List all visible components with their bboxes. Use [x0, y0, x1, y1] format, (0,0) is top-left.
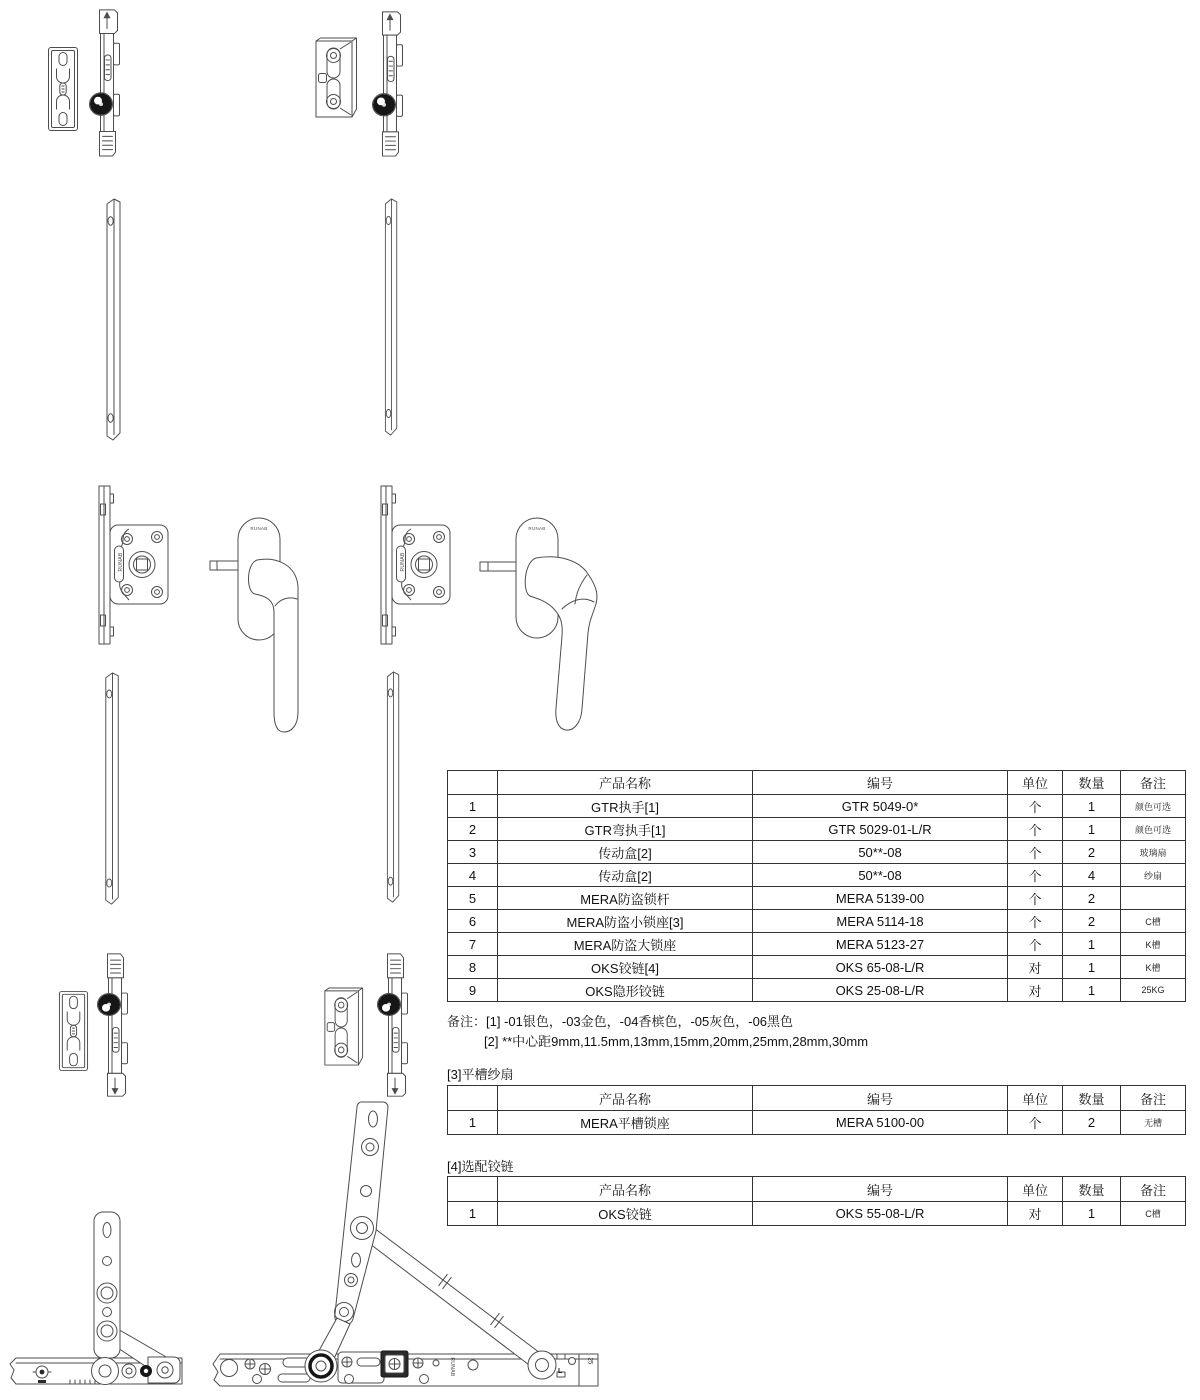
- cell-remark: K槽: [1121, 933, 1186, 956]
- cell-unit: 对: [1008, 956, 1063, 979]
- col-code: 编号: [753, 771, 1008, 795]
- cell-qty: 1: [1063, 818, 1121, 841]
- drawing-espag-lock-top-left: [76, 6, 126, 158]
- hinge-size-mark: 25: [586, 1357, 593, 1365]
- table-header-row: [448, 771, 1186, 795]
- footnote-line-2: [2] **中心距9mm,11.5mm,13mm,15mm,20mm,25mm,28mm,30mm: [484, 1034, 869, 1049]
- table-row: [448, 795, 1186, 818]
- drawing-friction-hinge-small: [8, 1210, 188, 1395]
- table-row: [448, 841, 1186, 864]
- col-remark: 备注: [1121, 1177, 1186, 1202]
- cell-remark: K槽: [1121, 956, 1186, 979]
- cell-remark: 25KG: [1121, 979, 1186, 1002]
- brand-mark-handle-straight: RUNAB: [250, 526, 268, 531]
- cell-unit: 个: [1008, 864, 1063, 887]
- drawing-lock-bar-mid-left: [101, 671, 124, 907]
- table-header-row: [448, 1177, 1186, 1202]
- table-row: [448, 1202, 1186, 1226]
- brand-mark-gearbox-right: RUNAB: [400, 552, 406, 572]
- hinge-side-mark: L: [558, 1368, 563, 1375]
- cell-unit: 个: [1008, 933, 1063, 956]
- col-unit: 单位: [1008, 1086, 1063, 1111]
- drawing-espag-lock-bottom-left: [84, 952, 134, 1100]
- table-row: [448, 818, 1186, 841]
- cell-name: OKS铰链[4]: [498, 956, 753, 979]
- cell-remark: C槽: [1121, 910, 1186, 933]
- cell-unit: 个: [1008, 795, 1063, 818]
- cell-name: 传动盒[2]: [498, 864, 753, 887]
- cell-qty: 1: [1063, 979, 1121, 1002]
- drawing-gearbox-left: [96, 484, 174, 646]
- cell-name: OKS隐形铰链: [498, 979, 753, 1002]
- footnote-line-1: 备注：[1] -01银色，-03金色，-04香槟色，-05灰色，-06黑色: [447, 1014, 794, 1029]
- col-qty: 数量: [1063, 771, 1121, 795]
- cell-code: MERA 5100-00: [753, 1111, 1008, 1135]
- cell-no: 5: [448, 887, 498, 910]
- col-qty: 数量: [1063, 1177, 1121, 1202]
- cell-no: 4: [448, 864, 498, 887]
- cell-no: 6: [448, 910, 498, 933]
- drawing-lock-bar-top-right: [381, 197, 402, 438]
- col-remark: 备注: [1121, 771, 1186, 795]
- drawing-small-lock-keeper-top: [47, 46, 79, 132]
- col-code: 编号: [753, 1086, 1008, 1111]
- cell-code: OKS 65-08-L/R: [753, 956, 1008, 979]
- cell-unit: 个: [1008, 1111, 1063, 1135]
- cell-unit: 个: [1008, 841, 1063, 864]
- col-code: 编号: [753, 1177, 1008, 1202]
- cell-unit: 对: [1008, 979, 1063, 1002]
- cell-name: MERA防盗锁杆: [498, 887, 753, 910]
- col-no: [448, 771, 498, 795]
- drawing-handle-bent: [478, 512, 604, 740]
- cell-remark: 颜色可选: [1121, 818, 1186, 841]
- section-hinge-label: [4]选配铰链: [447, 1159, 514, 1174]
- cell-name: MERA平槽锁座: [498, 1111, 753, 1135]
- cell-no: 7: [448, 933, 498, 956]
- cell-no: 1: [448, 795, 498, 818]
- drawing-espag-lock-top-right: [359, 8, 409, 158]
- cell-qty: 2: [1063, 887, 1121, 910]
- drawing-handle-straight: [208, 512, 308, 744]
- col-product-name: 产品名称: [498, 771, 753, 795]
- cell-code: OKS 25-08-L/R: [753, 979, 1008, 1002]
- cell-code: 50**-08: [753, 864, 1008, 887]
- cell-name: 传动盒[2]: [498, 841, 753, 864]
- table-row: [448, 956, 1186, 979]
- table-row: [448, 864, 1186, 887]
- cell-name: GTR弯执手[1]: [498, 818, 753, 841]
- table-row: [448, 1111, 1186, 1135]
- cell-unit: 个: [1008, 818, 1063, 841]
- cell-no: 3: [448, 841, 498, 864]
- cell-qty: 2: [1063, 841, 1121, 864]
- cell-remark: [1121, 887, 1186, 910]
- cell-unit: 对: [1008, 1202, 1063, 1226]
- cell-remark: C槽: [1121, 1202, 1186, 1226]
- drawing-large-lock-keeper-bottom: [323, 986, 364, 1068]
- cell-unit: 个: [1008, 910, 1063, 933]
- cell-name: OKS铰链: [498, 1202, 753, 1226]
- cell-qty: 2: [1063, 910, 1121, 933]
- cell-code: MERA 5114-18: [753, 910, 1008, 933]
- drawing-gearbox-right: [378, 484, 456, 646]
- cell-unit: 个: [1008, 887, 1063, 910]
- cell-name: GTR执手[1]: [498, 795, 753, 818]
- footnotes: [447, 1012, 868, 1052]
- cell-no: 8: [448, 956, 498, 979]
- col-product-name: 产品名称: [498, 1177, 753, 1202]
- cell-qty: 1: [1063, 956, 1121, 979]
- table-row: [448, 887, 1186, 910]
- col-qty: 数量: [1063, 1086, 1121, 1111]
- table-row: [448, 933, 1186, 956]
- cell-remark: 无槽: [1121, 1111, 1186, 1135]
- cell-code: GTR 5049-0*: [753, 795, 1008, 818]
- cell-no: 1: [448, 1202, 498, 1226]
- brand-mark-handle-bent: RUNAB: [528, 526, 546, 531]
- cell-no: 9: [448, 979, 498, 1002]
- cell-code: MERA 5139-00: [753, 887, 1008, 910]
- brand-mark-gearbox-left: RUNAB: [118, 552, 124, 572]
- drawing-friction-hinge-large: [210, 1100, 602, 1392]
- cell-qty: 1: [1063, 1202, 1121, 1226]
- cell-qty: 1: [1063, 933, 1121, 956]
- parts-table-main: [447, 770, 1186, 1002]
- drawing-espag-lock-bottom-right: [364, 952, 414, 1100]
- col-unit: 单位: [1008, 1177, 1063, 1202]
- cell-code: OKS 55-08-L/R: [753, 1202, 1008, 1226]
- cell-remark: 颜色可选: [1121, 795, 1186, 818]
- cell-name: MERA防盗大锁座: [498, 933, 753, 956]
- col-unit: 单位: [1008, 771, 1063, 795]
- parts-table-hinge: [447, 1176, 1186, 1226]
- drawing-lock-bar-mid-right: [383, 670, 404, 905]
- drawing-large-lock-keeper-top: [314, 36, 358, 120]
- table-row: [448, 910, 1186, 933]
- col-no: [448, 1086, 498, 1111]
- brand-mark-hinge-track: RUNAB: [449, 1357, 455, 1377]
- table-row: [448, 979, 1186, 1002]
- col-remark: 备注: [1121, 1086, 1186, 1111]
- col-product-name: 产品名称: [498, 1086, 753, 1111]
- cell-code: GTR 5029-01-L/R: [753, 818, 1008, 841]
- cell-qty: 1: [1063, 795, 1121, 818]
- cell-qty: 4: [1063, 864, 1121, 887]
- cell-code: MERA 5123-27: [753, 933, 1008, 956]
- cell-name: MERA防盗小锁座[3]: [498, 910, 753, 933]
- drawing-lock-bar-top-left: [102, 197, 126, 443]
- cell-qty: 2: [1063, 1111, 1121, 1135]
- parts-table-screen: [447, 1085, 1186, 1135]
- col-no: [448, 1177, 498, 1202]
- cell-code: 50**-08: [753, 841, 1008, 864]
- section-screen-label: [3]平槽纱扇: [447, 1067, 514, 1082]
- cell-remark: 玻璃扇: [1121, 841, 1186, 864]
- cell-no: 1: [448, 1111, 498, 1135]
- cell-remark: 纱扇: [1121, 864, 1186, 887]
- footnote-prefix: 备注：: [447, 1014, 487, 1029]
- table-header-row: [448, 1086, 1186, 1111]
- cell-no: 2: [448, 818, 498, 841]
